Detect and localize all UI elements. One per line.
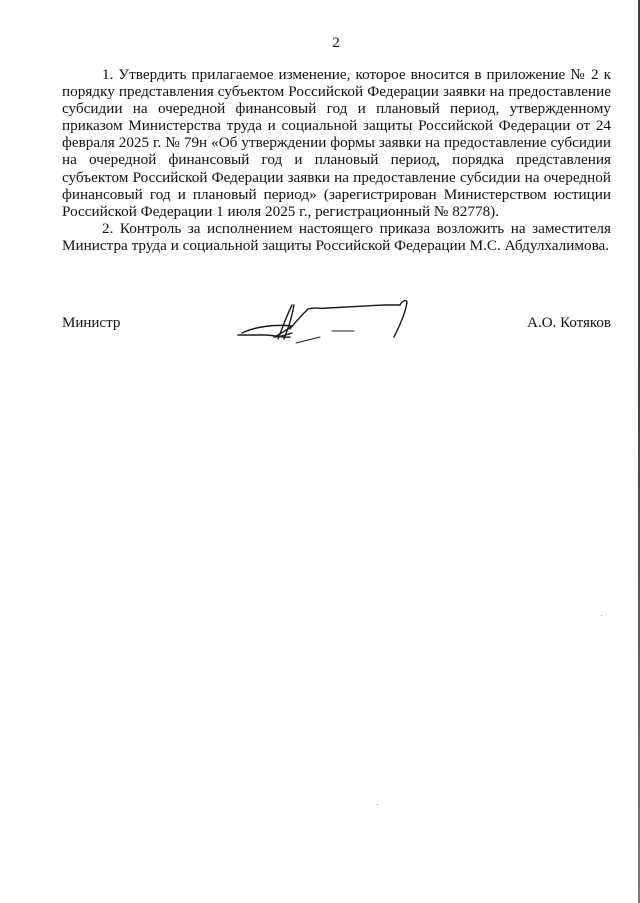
scan-speck (601, 615, 602, 616)
paragraph-2: 2. Контроль за исполнением настоящего приказа возложить на заместителя Министра труда и социальной защиты Российской Федерации М.С. Абдулхалимова. (62, 219, 611, 254)
signatory-name: А.О. Котяков (527, 315, 611, 331)
page-number: 2 (332, 35, 340, 51)
scan-speck (377, 804, 378, 805)
paragraph-1: 1. Утвердить прилагаемое изменение, которое вносится в приложение № 2 к порядку представления субъектом Российской Федерации заявки на предоставление субсидии на очередной финансовый год и плановый период, утвержденному приказом Министерства труда и социальной защиты Российской Федерации от 24 февраля 2025 г. № 79н «Об утверждении формы заявки на предоставление субсидии на очередной финансовый год и плановый период, порядка представления субъектом Российской Федерации заявки на предоставление субсидии на очередной финансовый год и плановый период» (зарегистрирован Министерством юстиции Российской Федерации 1 июля 2025 г., регистрационный № 82778). (62, 66, 611, 220)
signature-block (62, 311, 611, 351)
document-body (62, 66, 611, 254)
signatory-title: Министр (62, 315, 121, 331)
handwritten-signature (234, 299, 424, 351)
